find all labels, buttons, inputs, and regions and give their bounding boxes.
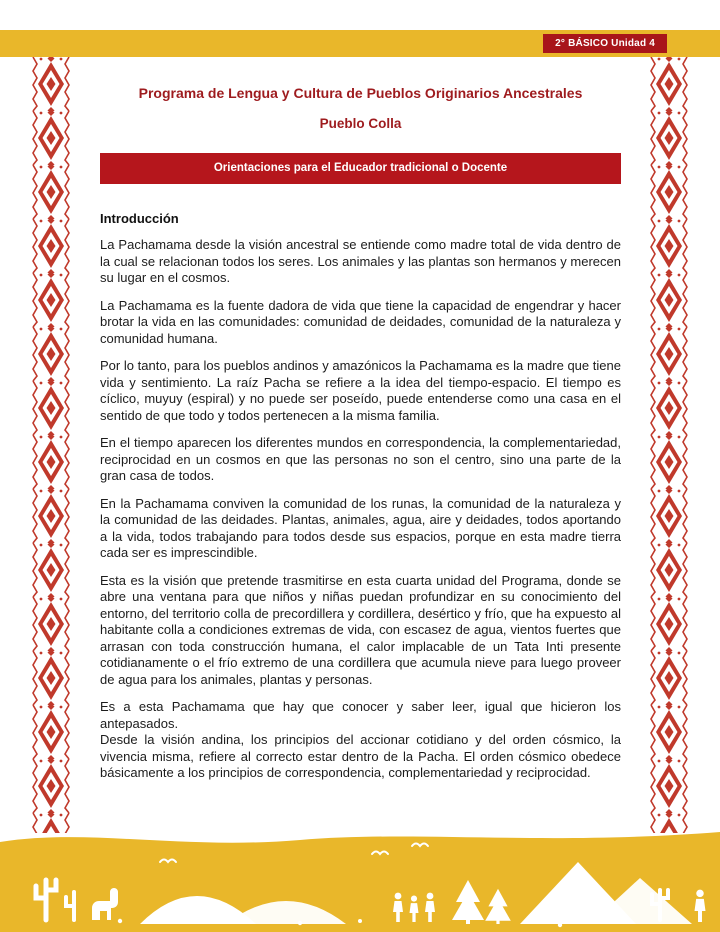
body-paragraph: En el tiempo aparecen los diferentes mundos en correspondencia, la complementariedad, reciprocidad en un cosmos en que las personas no son el centro, sino una parte de la gran casa de todos.	[100, 435, 621, 483]
body-paragraph: En la Pachamama conviven la comunidad de los runas, la comunidad de la naturaleza y la comunidad de las deidades. Plantas, animales, agua, aire y deidades, todos aportando a la vida, todos trabajando para todos desde sus espacios, porque en esta madre tierra cada ser es imprescindible.	[100, 495, 621, 560]
unit-badge: 2° BÁSICO Unidad 4	[543, 34, 667, 53]
right-textile-border-pattern	[648, 57, 690, 833]
body-paragraph: Desde la visión andina, los principios del accionar cotidiano y del orden cósmico, la vivencia misma, refiere al correcto estar dentro de la Pacha. El orden cósmico obedece básicamente a los principios de correspondencia, complementariedad y reciprocidad.	[100, 732, 621, 780]
page-subtitle: Pueblo Colla	[319, 116, 402, 131]
footer-landscape-illustration	[0, 820, 720, 932]
document-content	[100, 57, 621, 782]
body-paragraph: La Pachamama es la fuente dadora de vida que tiene la capacidad de engendrar y hacer brotar la vida en las comunidades: comunidad de deidades, comunidad de la naturaleza y comunidad humana.	[100, 297, 621, 346]
body-paragraph: La Pachamama desde la visión ancestral se entiende como madre total de vida dentro de la cual se relacionan todos los seres. Los animales y las plantas son hermanos y merecen su lugar en el cosmos.	[100, 237, 621, 285]
orientation-banner: Orientaciones para el Educador tradicional o Docente	[100, 153, 621, 184]
section-heading: Introducción	[100, 211, 179, 226]
top-gold-bar	[0, 30, 720, 57]
left-textile-border-pattern	[30, 57, 72, 833]
body-paragraph: Esta es la visión que pretende trasmitirse en esta cuarta unidad del Programa, donde se abre una ventana para que niños y niñas puedan profundizar en su conocimiento del entorno, del territorio colla de precordillera y cordillera, desértico y frío, que ha expuesto al habitante colla a condiciones extremas de vida, con escasez de agua, vientos fuertes que arrasan con toda construcción humana, el calor implacable de un Tata Inti presente cotidianamente o el frío extremo de una cordillera que acumula nieve para luego proveer de agua para los animales, plantas y personas.	[100, 572, 621, 687]
body-paragraph: Por lo tanto, para los pueblos andinos y amazónicos la Pachamama es la madre que tiene vida y sentimiento. La raíz Pacha se refiere a la idea del tiempo-espacio. El tiempo es cíclico, muyuy (espiral) y no puede ser poseído, puede entenderse como una casa en el sentido de que todo y todos pertenecen a la misma familia.	[100, 358, 621, 423]
body-paragraph: Es a esta Pachamama que hay que conocer y saber leer, igual que hicieron los antepasados.	[100, 699, 621, 731]
page-title: Programa de Lengua y Cultura de Pueblos Originarios Ancestrales	[138, 85, 583, 101]
